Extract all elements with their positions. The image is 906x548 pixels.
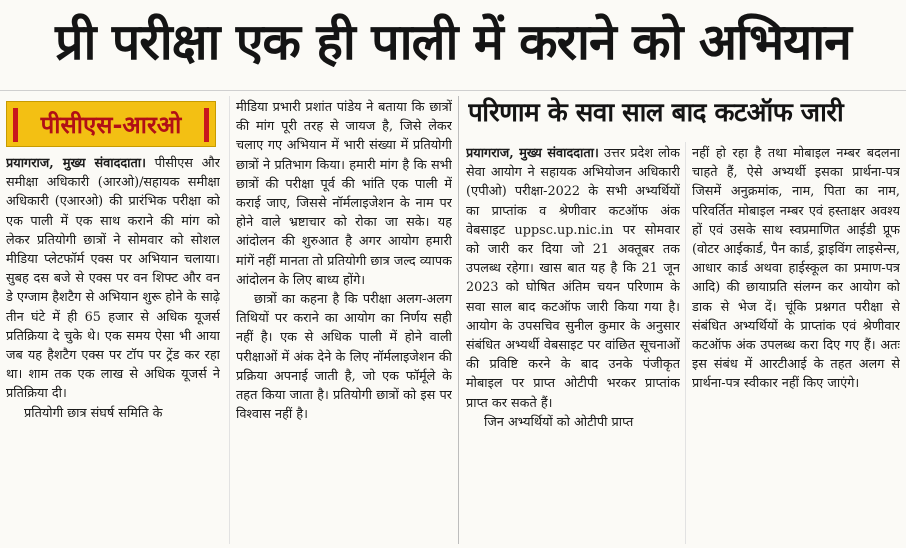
kicker-left-bar bbox=[13, 108, 18, 142]
dateline: प्रयागराज, मुख्य संवाददाता। bbox=[466, 146, 599, 161]
paragraph-text: मीडिया प्रभारी प्रशांत पांडेय ने बताया कि छात्रों की मांग पूरी तरह से जायज है, जिसे लेकर चलाए गए अभियान में भारी संख्या में प्रतियोगी छात्रों ने प्रतिभाग किया। हमारी मांग है कि सभी छात्रों की परीक्षा पूर्व की भांति एक पाली में कराई जाए, जिससे नॉर्मलाइजेशन के नाम पर होने वाले भ्रष्टाचार को रोका जा सके। यह आंदोलन की शुरुआत है अगर आयोग हमारी मांगें नहीं मानता तो प्रतियोगी छात्र जल्द व्यापक आंदोलन के लिए बाध्य होंगे। bbox=[236, 100, 452, 288]
story-divider bbox=[458, 96, 459, 544]
paragraph-text: जिन अभ्यर्थियों को ओटीपी प्राप्त bbox=[484, 414, 634, 430]
column-divider bbox=[685, 142, 686, 544]
column-divider bbox=[229, 96, 230, 544]
main-headline: प्री परीक्षा एक ही पाली में कराने को अभियान bbox=[55, 13, 851, 71]
paragraph-text: पीसीएस और समीक्षा अधिकारी (आरओ)/सहायक समीक्षा अधिकारी (एआरओ) की प्रारंभिक परीक्षा को एक पाली में एक साथ कराने की मांग को लेकर प्रतियोगी छात्रों ने सोमवार को सोशल मीडिया प्लेटफॉर्म एक्स पर अभियान चलाया। सुबह दस बजे से एक्स पर वन शिफ्ट और वन डे एग्जाम हैशटैग से अभियान शुरू होने के साढ़े तीन घंटे में ही 65 हजार से अधिक यूजर्स प्रतिक्रिया दे चुके थे। एक समय ऐसा भी आया जब यह हैशटैग एक्स पर टॉप पर ट्रेंड कर रहा था। शाम तक एक लाख से अधिक यूजर्स ने प्रतिक्रिया दी। bbox=[6, 156, 220, 402]
section-kicker bbox=[6, 101, 216, 147]
paragraph-text: छात्रों का कहना है कि परीक्षा अलग-अलग तिथियों पर कराने का आयोग का निर्णय सही नहीं है। एक से अधिक पाली में होने वाली परीक्षाओं में अंक देने के लिए नॉर्मलाइजेशन की प्रक्रिया अपनाई जाती है, जो एक फॉर्मूले के तहत किया जाता है। प्रतियोगी छात्रों को इस पर विश्वास नहीं है। bbox=[236, 292, 452, 423]
paragraph-text: उत्तर प्रदेश लोक सेवा आयोग ने सहायक अभियोजन अधिकारी (एपीओ) परीक्षा-2022 के सभी अभ्यर्थियों का प्राप्तांक व श्रेणीवार कटऑफ अंक वेबसाइट uppsc.up.nic.in पर सोमवार को जारी कर दिया जो 21 अक्तूबर तक उपलब्ध रहेगा। खास बात यह है कि 21 जून 2023 को घोषित अंतिम चयन परिणाम के सवा साल बाद कटऑफ जारी किया गया है। आयोग के उपसचिव सुनील कुमार के अनुसार संबंधित अभ्यर्थी वेबसाइट पर वांछित सूचनाओं की प्रविष्टि करने के बाद उनके पंजीकृत मोबाइल पर प्राप्त ओटीपी भरकर प्राप्तांक प्राप्त कर सकते हैं। bbox=[466, 146, 680, 411]
kicker-label: पीसीएस-आरओ bbox=[40, 111, 182, 139]
paragraph-text: नहीं हो रहा है तथा मोबाइल नम्बर बदलना चाहते हैं, ऐसे अभ्यर्थी इसका प्रार्थना-पत्र जिसमें अनुक्रमांक, नाम, पिता का नाम, परिवर्तित मोबाइल नम्बर एवं हस्ताक्षर अवश्य हों एवं उसके साथ स्वप्रमाणित आईडी प्रूफ (वोटर आईकार्ड, पैन कार्ड, ड्राइविंग लाइसेन्स, आधार कार्ड अथवा हाईस्कूल का प्रमाण-पत्र आदि) की छायाप्रति संलग्न कर आयोग को डाक से भेज दें। चूंकि प्रश्नगत परीक्षा से संबंधित अभ्यर्थियों के प्राप्तांक एवं श्रेणीवार कटऑफ अंक उपलब्ध करा दिए गए हैं। अतः इस संबंध में आरटीआई के तहत अलग से प्रार्थना-पत्र स्वीकार नहीं किए जाएंगे। bbox=[692, 146, 900, 392]
paragraph bbox=[236, 98, 452, 290]
paragraph-text: प्रतियोगी छात्र संघर्ष समिति के bbox=[24, 405, 163, 421]
paragraph bbox=[692, 144, 900, 394]
kicker-right-bar bbox=[204, 108, 209, 142]
paragraph bbox=[6, 404, 220, 423]
right-story-column-1 bbox=[466, 144, 680, 546]
paragraph bbox=[6, 154, 220, 404]
paragraph bbox=[466, 413, 680, 432]
paragraph bbox=[236, 290, 452, 424]
right-story-column-2 bbox=[692, 144, 900, 546]
left-story-column-2 bbox=[236, 98, 452, 544]
dateline: प्रयागराज, मुख्य संवाददाता। bbox=[6, 156, 146, 171]
paragraph bbox=[466, 144, 680, 413]
right-story-headline: परिणाम के सवा साल बाद कटऑफ जारी bbox=[468, 98, 844, 128]
headline-divider bbox=[0, 90, 906, 91]
left-story-column-1 bbox=[6, 154, 220, 546]
